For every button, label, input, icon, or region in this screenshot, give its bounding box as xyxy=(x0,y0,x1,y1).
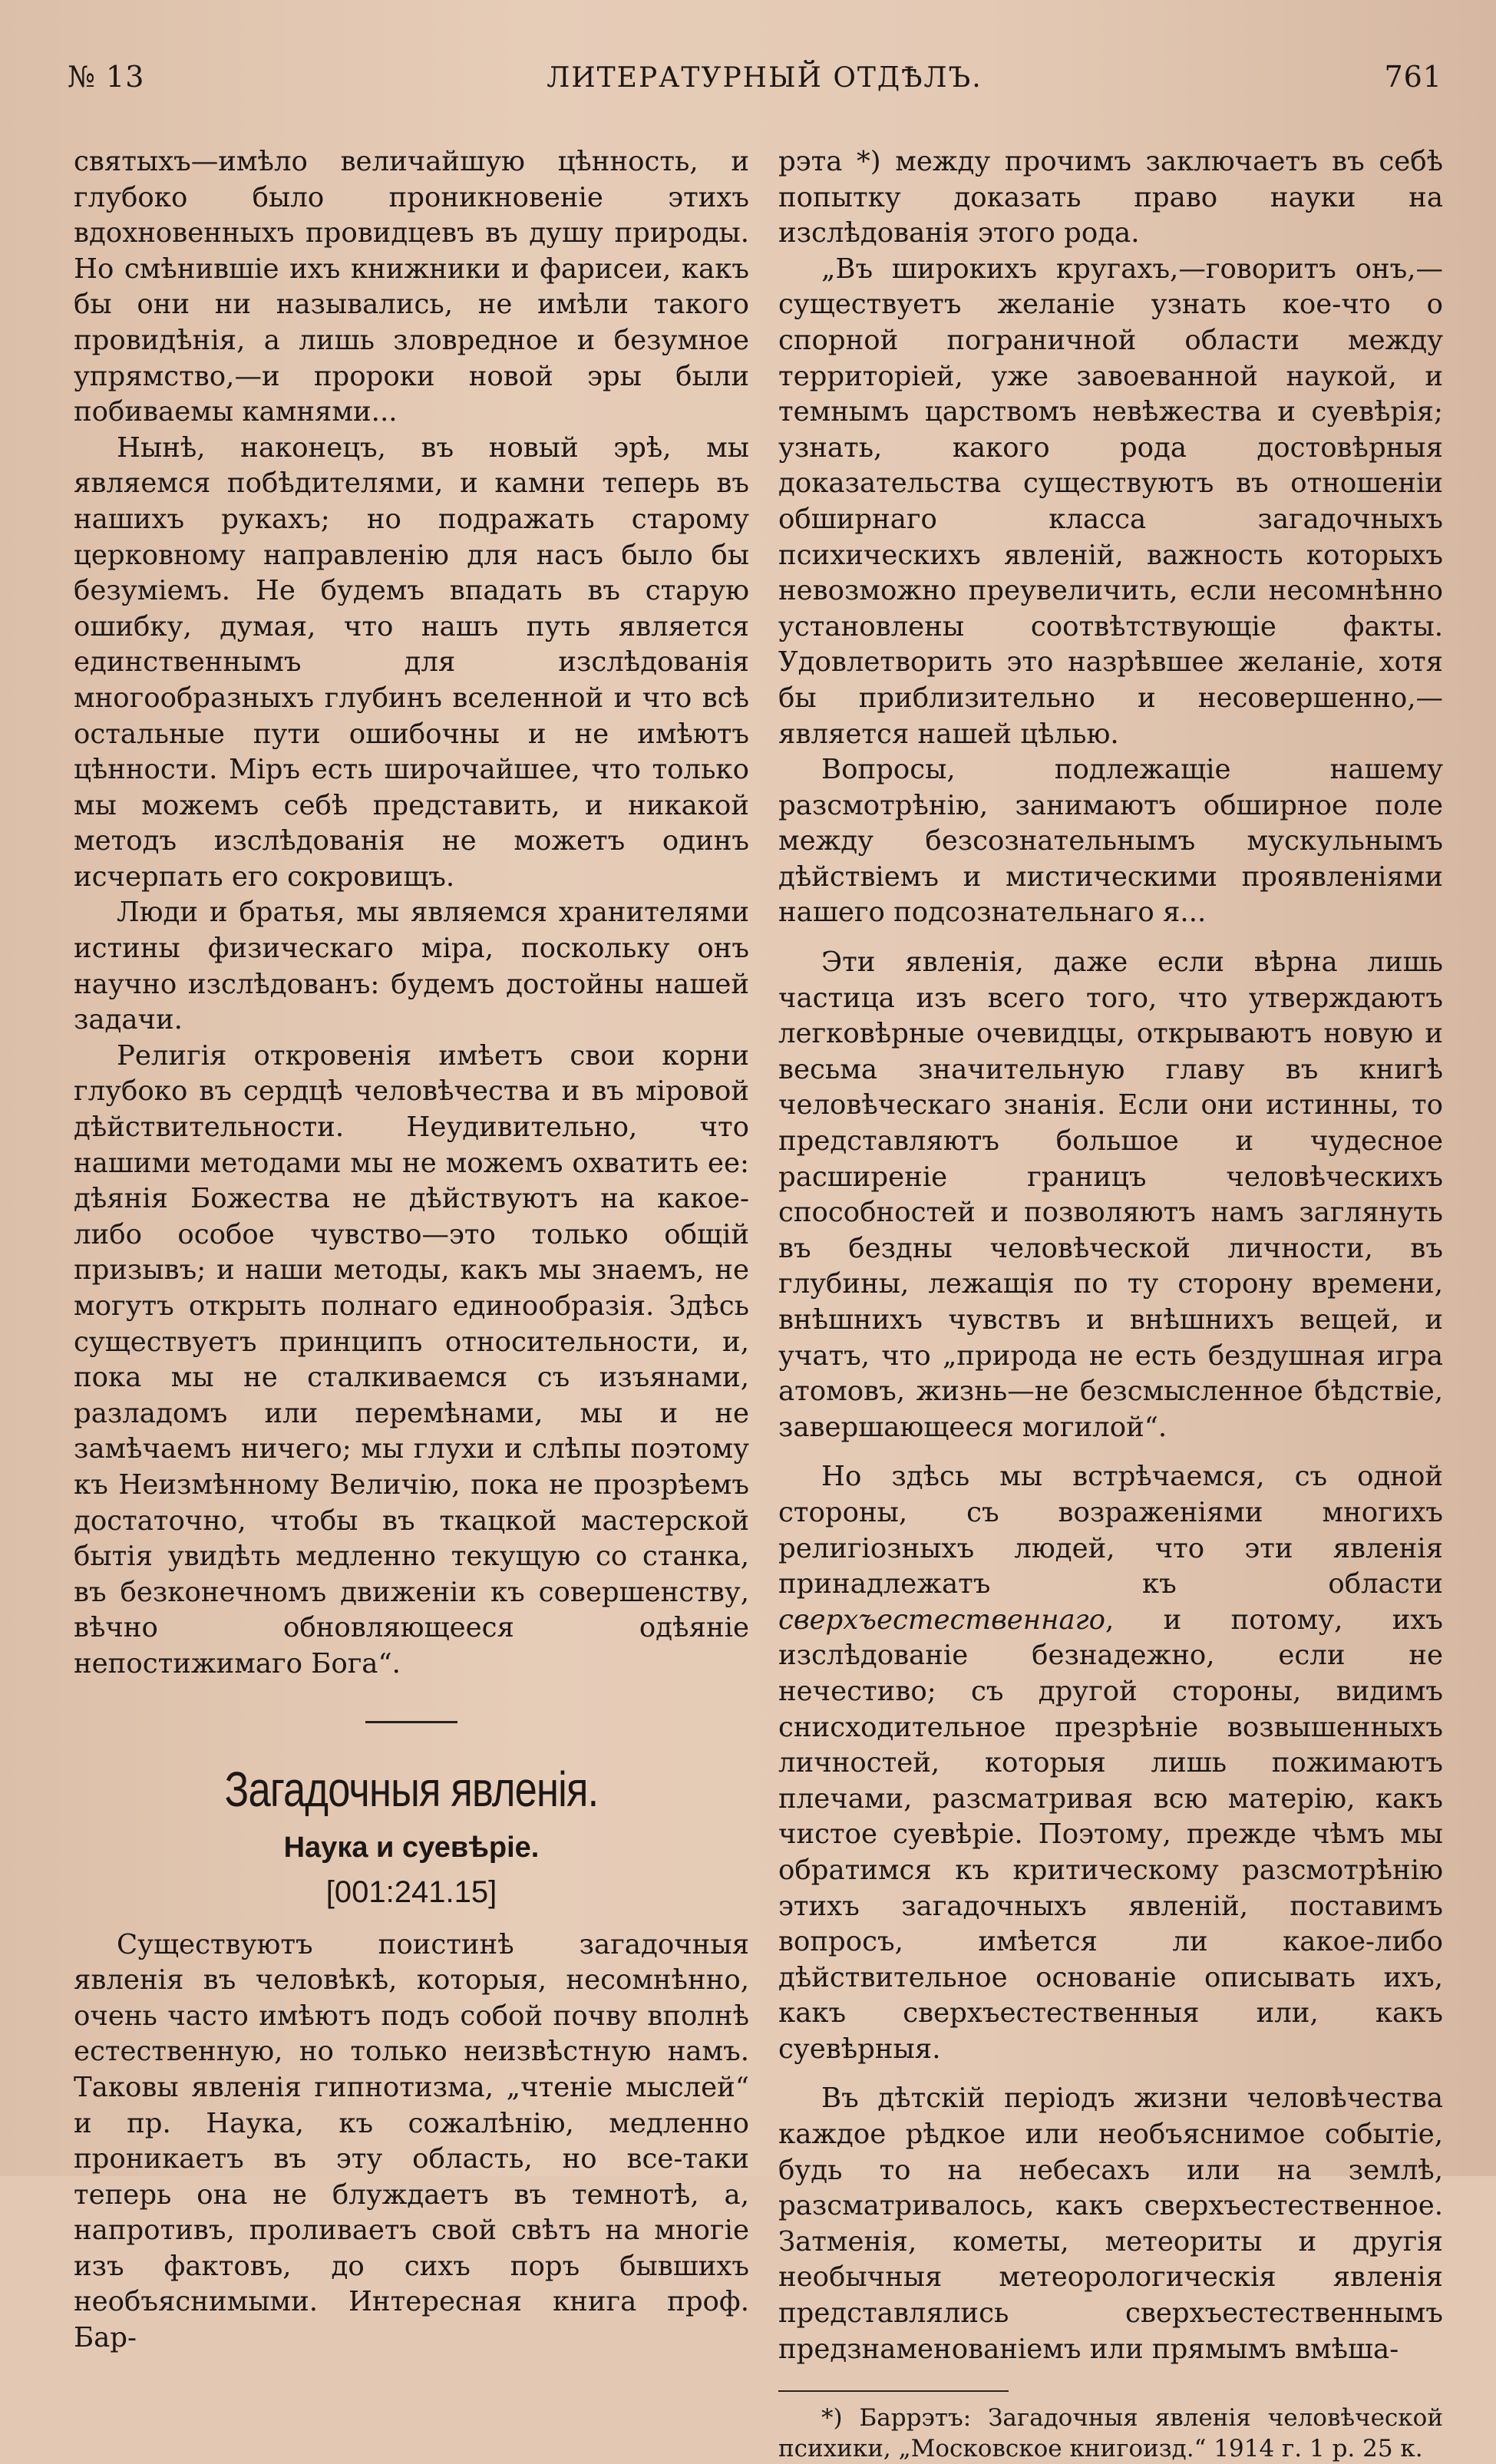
paragraph: Люди и братья, мы являемся хранителями истины физическаго міра, поскольку онъ научно изслѣдованъ: будемъ достойны нашей задачи. xyxy=(74,897,749,1036)
emphasis-text: сверхъестественнаго xyxy=(778,1604,1105,1636)
section-title: ЛИТЕРАТУРНЫЙ ОТДѢЛЪ. xyxy=(547,62,982,94)
article-code: [001:241.15] xyxy=(325,1874,497,1909)
article-subtitle: Наука и суевѣріе. xyxy=(283,1831,540,1864)
right-column xyxy=(778,144,1443,2464)
footnote: *) Баррэтъ: Загадочныя явленія человѣческой психики, „Московское книгоизд.“ 1914 г. 1 р. 25 к. xyxy=(778,2404,1443,2463)
paragraph: Нынѣ, наконецъ, въ новый эрѣ, мы являемся побѣдителями, и камни теперь въ нашихъ рукахъ; но подражать старому церковному направленію для насъ было бы безуміемъ. Не будемъ впадать въ старую ошибку, думая, что нашъ путь является единственнымъ для изслѣдованія многообразныхъ глубинъ вселенной и что всѣ остальные пути ошибочны и не имѣютъ цѣнности. Міръ есть широчайшее, что только мы можемъ себѣ представить, и никакой методъ изслѣдованія не можетъ одинъ исчерпать его сокровищъ. xyxy=(74,431,749,893)
page-number: 761 xyxy=(1384,60,1442,94)
paragraph: рэта *) между прочимъ заключаетъ въ себѣ попытку доказать право науки на изслѣдованія этого рода. xyxy=(778,146,1443,249)
paragraph: „Въ широкихъ кругахъ,—говоритъ онъ,—существуетъ желаніе узнать кое-что о спорной пограничной области между территоріей, уже завоеванной наукой, и темнымъ царствомъ невѣжества и суевѣрія; узнать, какого рода достовѣрныя доказательства существуютъ въ отношеніи обширнаго класса загадочныхъ психическихъ явленій, важность которыхъ невозможно преувеличить, если несомнѣнно установлены соотвѣтствующіе факты. Удовлетворить это назрѣвшее желаніе, хотя бы приблизительно и несовершенно,—является нашей цѣлью. xyxy=(778,253,1443,750)
paragraph: Въ дѣтскій періодъ жизни человѣчества каждое рѣдкое или необъяснимое событіе, будь то на небесахъ или на землѣ, разсматривалось, какъ сверхъестественное. Затменія, кометы, метеориты и другія необычныя метеорологическія явленія представлялись сверхъестественнымъ предзнаменованіемъ или прямымъ вмѣша- xyxy=(778,2083,1443,2365)
article-title: Загадочныя явленія. xyxy=(224,1761,599,1817)
left-column xyxy=(74,144,749,2357)
paragraph: Существуютъ поистинѣ загадочныя явленія въ человѣкѣ, которыя, несомнѣнно, очень часто имѣютъ подъ собой почву вполнѣ естественную, но только неизвѣстную намъ. Таковы явленія гипнотизма, „чтеніе мыслей“ и пр. Наука, къ сожалѣнію, медленно проникаетъ въ эту область, но все-таки теперь она не блуждаетъ въ темнотѣ, а, напротивъ, проливаетъ свой свѣтъ на многіе изъ фактовъ, до сихъ поръ бывшихъ необъяснимыми. Интересная книга проф. Бар- xyxy=(74,1928,749,2354)
footnote-divider xyxy=(778,2390,1009,2392)
paragraph: Вопросы, подлежащіе нашему разсмотрѣнію, занимаютъ обширное поле между безсознательнымъ мускульнымъ дѣйствіемъ и мистическими проявленіями нашего подсознательнаго я... xyxy=(778,754,1443,929)
paragraph: Эти явленія, даже если вѣрна лишь частица изъ всего того, что утверждаютъ легковѣрные очевидцы, открываютъ новую и весьма значительную главу въ книгѣ человѣческаго знанія. Если они истинны, то представляютъ большое и чудесное расширеніе границъ человѣческихъ способностей и позволяютъ намъ заглянуть въ бездны человѣческой личности, въ глубины, лежащія по ту сторону времени, внѣшнихъ чувствъ и внѣшнихъ вещей, и учатъ, что „природа не есть бездушная игра атомовъ, жизнь—не безсмысленное бѣдствіе, завершающееся могилой“. xyxy=(778,946,1443,1443)
text-run: Но здѣсь мы встрѣчаемся, съ одной стороны, съ возраженіями многихъ религіозныхъ людей, что эти явленія принадлежатъ къ области xyxy=(778,1461,1443,1600)
page-header xyxy=(68,60,1442,106)
text-run: , и потому, ихъ изслѣдованіе безнадежно, если не нечестиво; съ другой стороны, видимъ снисходительное презрѣніе возвышенныхъ личностей, которыя лишь пожимаютъ плечами, разсматривая всю матерію, какъ чистое суевѣріе. Поэтому, прежде чѣмъ мы обратимся къ критическому разсмотрѣнію этихъ загадочныхъ явленій, поставимъ вопросъ, имѣется ли какое-либо дѣйствительное основаніе описывать ихъ, какъ сверхъестественныя или, какъ суевѣрныя. xyxy=(778,1604,1443,2065)
paragraph: Религія откровенія имѣетъ свои корни глубоко въ сердцѣ человѣчества и въ міровой дѣйствительности. Неудивительно, что нашими методами мы не можемъ охватить ее: дѣянія Божества не дѣйствуютъ на какое-либо особое чувство—это только общій призывъ; и наши методы, какъ мы знаемъ, не могутъ открыть полнаго единообразія. Здѣсь существуетъ принципъ относительности, и, пока мы не сталкиваемся съ изъянами, разладомъ или перемѣнами, мы и не замѣчаемъ ничего; мы глухи и слѣпы поэтому къ Неизмѣнному Величію, пока не прозрѣемъ достаточно, чтобы въ ткацкой мастерской бытія увидѣть медленно текущую со станка, въ безконечномъ движеніи къ совершенству, вѣчно обновляющееся одѣяніе непостижимаго Бога“. xyxy=(74,1039,749,1680)
issue-number: № 13 xyxy=(68,60,145,94)
paragraph: святыхъ—имѣло величайшую цѣнность, и глубоко было проникновеніе этихъ вдохновенныхъ провидцевъ въ душу природы. Но смѣнившіе ихъ книжники и фарисеи, какъ бы они ни назывались, не имѣли такого провидѣнія, а лишь зловредное и безумное упрямство,—и пророки новой эры были побиваемы камнями... xyxy=(74,146,749,428)
section-divider xyxy=(365,1721,457,1723)
paragraph xyxy=(778,1459,1443,2067)
